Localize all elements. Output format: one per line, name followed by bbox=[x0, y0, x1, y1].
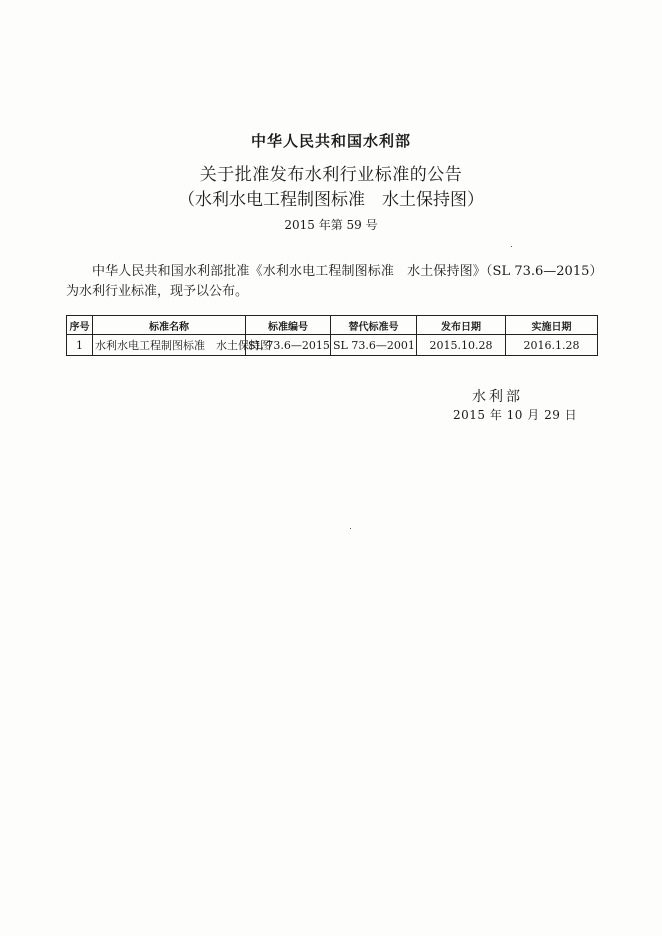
table-row bbox=[67, 335, 598, 356]
scan-speck bbox=[350, 528, 351, 529]
col-header-issue-date: 发布日期 bbox=[417, 316, 506, 335]
cell-issue-date: 2015.10.28 bbox=[417, 335, 506, 356]
cell-index: 1 bbox=[67, 335, 93, 356]
signature-date: 2015 年 10 月 29 日 bbox=[453, 408, 578, 422]
notice-body: 中华人民共和国水利部批准《水利水电工程制图标准 水土保持图》（SL 73.6—2015）为水利行业标准，现予以公布。 bbox=[66, 264, 596, 299]
scan-speck bbox=[511, 246, 512, 247]
cell-replaced: SL 73.6—2001 bbox=[331, 335, 417, 356]
signature-org: 水利部 bbox=[472, 389, 523, 405]
document-number: 2015 年第 59 号 bbox=[284, 218, 378, 232]
cell-code: SL 73.6—2015 bbox=[246, 335, 331, 356]
col-header-index: 序号 bbox=[67, 316, 93, 335]
notice-subtitle: （水利水电工程制图标准 水土保持图） bbox=[178, 190, 484, 210]
col-header-code: 标准编号 bbox=[246, 316, 331, 335]
cell-effective-date: 2016.1.28 bbox=[506, 335, 598, 356]
table-header-row bbox=[67, 316, 598, 335]
cell-name: 水利水电工程制图标准 水土保持图 bbox=[93, 335, 246, 356]
issuing-ministry: 中华人民共和国水利部 bbox=[250, 132, 411, 150]
col-header-replaced: 替代标准号 bbox=[331, 316, 417, 335]
notice-title: 关于批准发布水利行业标准的公告 bbox=[199, 165, 463, 185]
col-header-name: 标准名称 bbox=[93, 316, 246, 335]
col-header-effective-date: 实施日期 bbox=[506, 316, 598, 335]
standards-table bbox=[66, 315, 598, 356]
